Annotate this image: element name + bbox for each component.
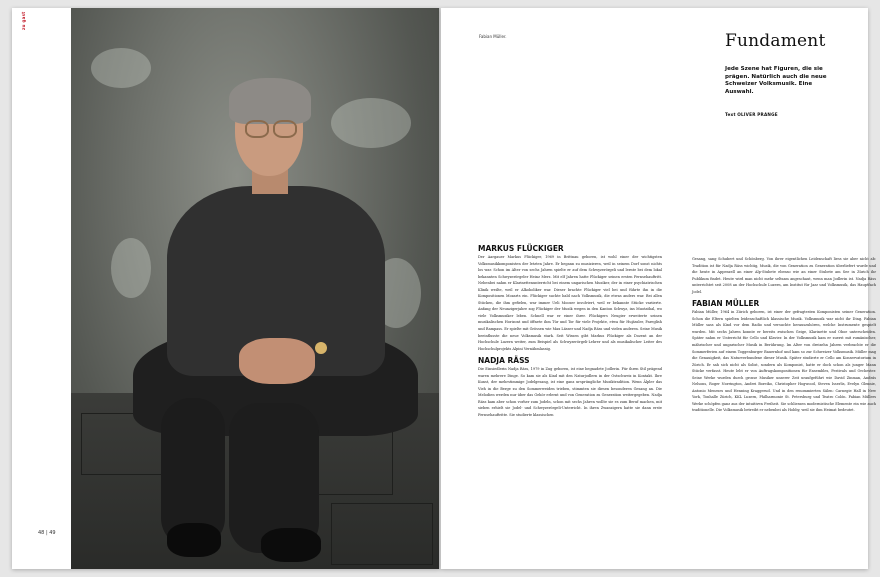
lead-text: Jede Szene hat Figuren, die sie prägen. Natürlich auch die neue Schweizer Volksmusik. Eine Auswahl. xyxy=(725,66,827,95)
hands xyxy=(239,338,315,384)
glasses-icon xyxy=(245,120,269,138)
watch-icon xyxy=(315,342,327,354)
left-page xyxy=(12,8,440,569)
section-body: Der Aargauer Markus Flückiger, 1969 in Brittnau geboren, ist wohl einer der wichtigsten Volksmusikkomponisten der letzten Jahre. Er begann zu musizieren, weil in seinem Dorf sonst nichts los war. Schon im Alter von sechs Jahren spielte er auf dem Schwyzerörgeli und lernte bei dem lokal bekannten Schwyzerörgeler Heinz Merz. Mit elf Jahren hatte Flückiger seinen ersten Fernsehauftritt. Nebenbei nahm er Klarinettenunterricht bei einem ungarischen Musiker, der in einer psychiatrischen Klinik weilte, weil er Alkoholiker war. Dieser brachte Flückiger viel bei und führte ihn in die Kompositionen Mozarts ein. Flückiger suchte bald nach Volksmusik, die etwas anders war. Bei allen Stücken, die ihm gefielen, war immer Ueli Mooser involviert, weil er bekannte Stücke variierte. Anfang der Neunzigerjahre zog Flückiger der Musik wegen in den Kanton Schwyz, ins Muotathal, wo viele Volksmusiker leben. Schnell war er einer ihrer. Flückigers Neugier erweiterte seinen musikalischen Horizont und öffnete ihm Tür und Tor für viele Projekte, etwa für Hujässler, Pareglish und Rampass. Er spielte mit Grössen wie Max Lässer und Nadja Räss und vielen anderen. Seine Musik beeinflusste die neue Volksmusik stark. Seit Wissen gibt Markus Flückiger als Dozent an der Hochschule Luzern weiter, zum Beispiel als Schwyzerörgeli-Lehrer und als musikalischer Leiter des Hochschulprojekts Alpini Vernähmlassig. xyxy=(478,255,662,351)
section-body: Gesang, sang Schubert und Schönberg. Von ihrer eigentlichen Leidenschaft liess sie aber nicht ab: Tradition ist für Nadja Räss wichtig, Musik, die von Generation zu Generation überliefert wurde und die heute in Appenzell an einer Alp-Stubete ebenso wie an einer Stubete am See in Zürich ihr Publikum findet. Heute wird man nicht mehr seltsam angeschaut, wenn man Jodlerin ist. Nadja Räss unterrichtet seit 2008 an der Hochschule Luzern, am Institut für Jazz und Volksmusik, das Hauptfach Jodel. xyxy=(692,257,876,294)
section-tag: zu gast xyxy=(21,11,26,30)
right-shoe xyxy=(261,528,321,562)
section-title: FABIAN MÜLLER xyxy=(692,299,760,309)
article-column-1 xyxy=(478,244,662,419)
glasses-icon xyxy=(273,120,297,138)
headline: Fundament xyxy=(725,31,826,51)
photo-caption: Fabian Müller. xyxy=(479,34,507,39)
page-number: 48 | 49 xyxy=(38,530,56,536)
section-title: MARKUS FLÜCKIGER xyxy=(478,244,564,253)
section-body: Fabian Müller, 1964 in Zürich geboren, ist einer der gefragtesten Komponisten seiner Generation. Schon die Eltern spielten leidenschaftlich klassische Musik. Volksmusik war nicht ihr Ding. Fabian Müller sass als Kind vor dem Radio und versuchte herauszuhören, welche Instrumente gespielt wurden. Mit sechs Jahren konnte er bereits zwischen Geige, Klarinette und Oboe unterscheiden. Später nahm er Unterricht für Cello und Klavier. In der Volksmusik kam er zuerst mit rumänischer, mährischer und ungarischer Musik in Berührung. Im Alter von dreizehn Jahren verbrachte er die Sommerferien auf einem Toggenburger Bauernhof und kam so zur Schweizer Volksmusik. Müller mag die Genauigkeit, das Naturverbundene dieser Musik. Später studierte er Cello am Konservatorium in Zürich. Er sah sich nicht als Solist, sondern als Komponist, hatte er doch schon als junger Mann Stücke verfasst. Heute lebt er von Auftragskompositionen für Ensembles, Festivals und Orchester. Seine Werke wurden durch grosse Musiker unserer Zeit uraufgeführt wie David Zinman, András Nelsons, Roger Norrington, Andrei Boreiko, Christopher Hogwood, Steven Isserlis, Evelyn Glennie, Antonio Meneses und Henning Kraggerud. Und in den renommierten Sälen: Carnegie Hall in New York, Tonhalle Zürich, KKL Luzern, Philharmonie St. Petersburg und Teatro Colón. Fabian Müllers Werke schöpfen ganz aus der intuitiven Freiheit. Sie schliessen modernistische Elemente ein wie auch traditionelle. Die Volksmusik betreibt er nebenbei als Hobby, weil sie ihm Heimat bedeutet. xyxy=(692,310,876,413)
left-shoe xyxy=(167,523,221,557)
hair xyxy=(229,78,311,124)
portrait-photo xyxy=(71,8,440,569)
section-title: NADJA RÄSS xyxy=(478,356,530,366)
author-credit: Text OLIVER PRANGE xyxy=(725,112,778,117)
section-body: Die Einsiedlerin Nadja Räss, 1979 in Zug geboren, ist eine begnadete Jodlerin. Für ihren Stil prägend waren mehrere Dinge. So kam sie als Kind mit den Naturjodlern in der Ostschweiz in Kontakt. Ihre Kunst, der mehrstimmige Jodelgesang, ist eine ganz ursprüngliche Musiktradition. Wenn Älpler das Vieh in die Berge zu den Sommerweiden trieben, stimmten sie diesen besonderen Gesang an. Die Melodien werden nur über das Gehör erlernt und von Generation zu Generation weitergegeben. Nadja Räss kam aber schon vorher zum Jodeln, schon mit sechs Jahren wollte sie es zum Beruf machen, mit sieben erhielt sie Jodel- und Schwyzerörgeli-Unterricht. In ihren Zwanzigern hatte sie dann erste Fernsehauftritte. Sie studierte klassischen xyxy=(478,367,662,418)
article-column-2 xyxy=(692,256,876,414)
